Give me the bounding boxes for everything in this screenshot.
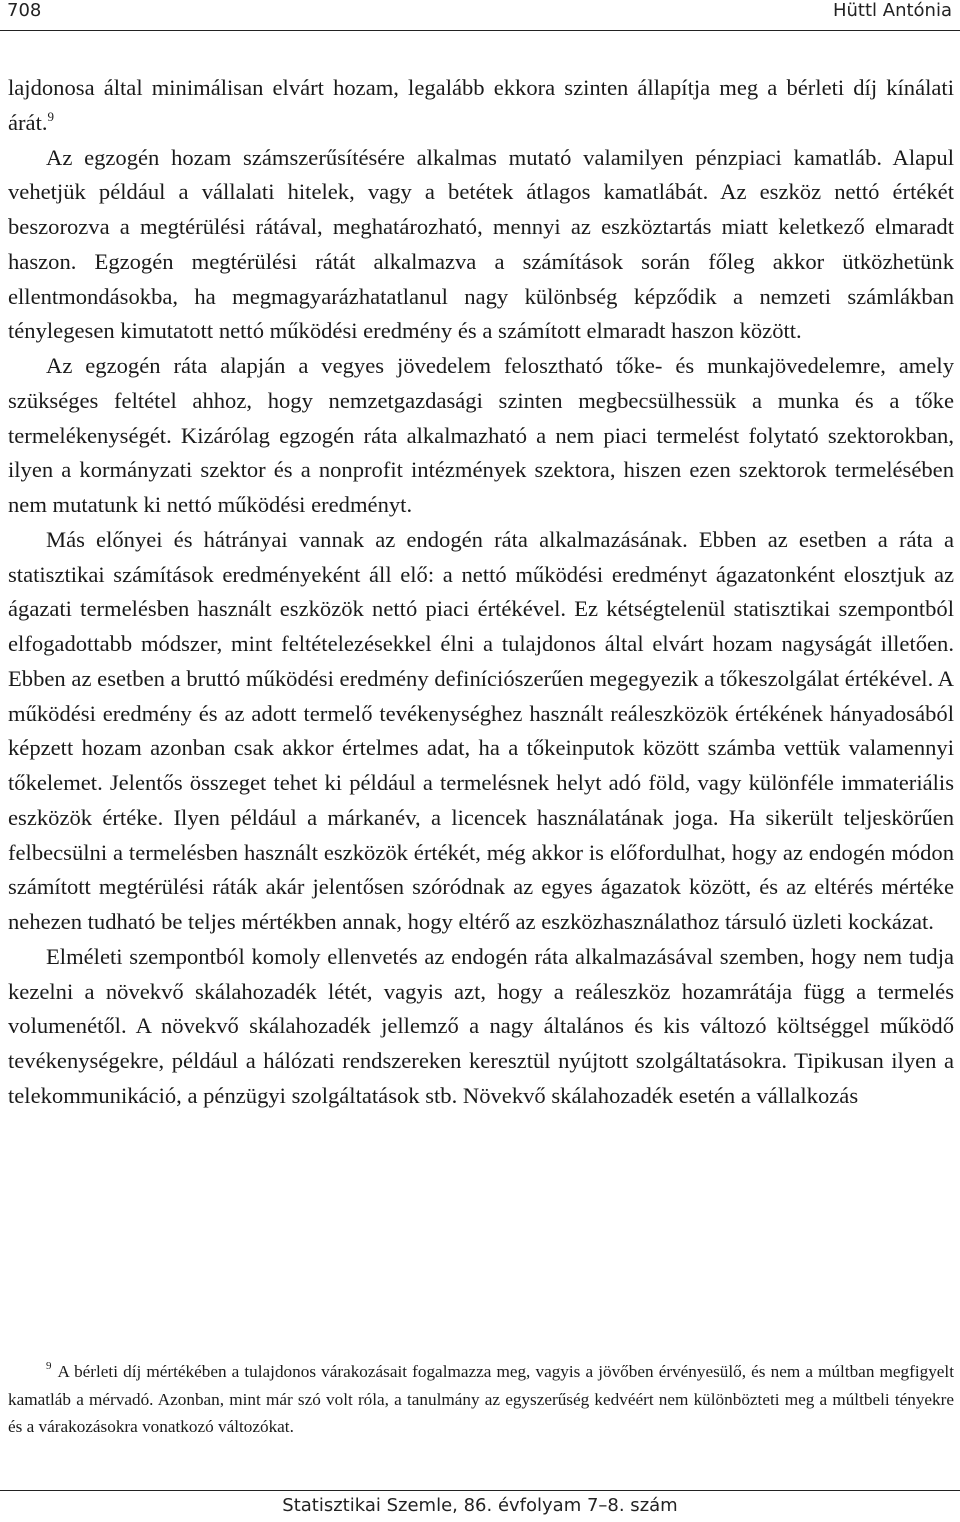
footnote-reference[interactable]: 9 <box>47 108 55 124</box>
paragraph: Az egzogén hozam számszerűsítésére alkalmas mutató valamilyen pénzpiaci kamatláb. Alapul vehetjük például a vállalati hitelek, vagy a betétek átlagos kamatlábát. Az eszköz nettó értékét beszorozva a megtérülési rátával, meghatározható, mennyi az eszköztartás miatt keletkező elmaradt haszon. Egzogén megtérülési rátát alkalmazva a számítások során főleg akkor ütközhetünk ellentmondásokba, ha megmagyarázhatatlanul nagy különbség képződik a nemzeti számlákban ténylegesen kimutatott nettó működési eredmény és a számított elmaradt haszon között. <box>8 144 954 344</box>
footnote-mark: 9 <box>46 1360 52 1372</box>
body-text <box>8 71 954 1114</box>
page-footer <box>0 1490 960 1522</box>
paragraph-text: lajdonosa által minimálisan elvárt hozam, legalább ekkora szinten állapítja meg a bérleti díj kínálati árát. <box>8 75 954 135</box>
running-head-author: Hüttl Antónia <box>832 0 952 21</box>
footnote-text: A bérleti díj mértékében a tulajdonos várakozásait fogalmazza meg, vagyis a jövőben érvényesülő, és nem a múltban megfigyelt kamatláb a mérvadó. Azonban, mint már szó volt róla, a tanulmány az egyszerűség kedvéért nem különbözteti meg a múltbeli tényekre és a várakozásokra vonatkozó változókat. <box>8 1362 954 1436</box>
paragraph: Más előnyei és hátrányai vannak az endogén ráta alkalmazásának. Ebben az esetben a ráta a statisztikai számítások eredményeként áll elő: a nettó működési eredményt ágazatonként elosztjuk az ágazati termelésben használt eszközök nettó piaci értékével. Ez kétségtelenül statisztikai szempontból elfogadottabb módszer, mint feltételezésekkel élni a tulajdonos által elvárt hozam nagyságát illetően. Ebben az esetben a bruttó működési eredmény definíciószerűen megegyezik a tőkeszolgálat értékével. A működési eredmény és az adott termelő tevékenységhez használt reáleszközök értékének hányadosából képzett hozam azonban csak akkor értelmes adat, ha a tőkeinputok között számba vettük valamennyi tőkelemet. Jelentős összeget tehet ki például a termelésnek helyt adó föld, vagy különféle immateriális eszközök értéke. Ilyen például a márkanév, a licencek használatának joga. Ha sikerült teljeskörűen felbecsülni a termelésben használt eszközök értékét, még akkor is előfordulhat, hogy az endogén módon számított megtérülési ráták akár jelentősen szóródnak az egyes ágazatok között, és az eltérés mértéke nehezen tudható be teljes mértékben annak, hogy eltérő az eszközhasználathoz társuló üzleti kockázat. <box>8 526 954 934</box>
paragraph: Az egzogén ráta alapján a vegyes jövedelem felosztható tőke- és munkajövedelemre, amely szükséges feltétel ahhoz, hogy nemzetgazdasági szinten megbecsülhessük a munka és a tőke termelékenységét. Kizárólag egzogén ráta alkalmazható a nem piaci termelést folytató szektorokban, ilyen a kormányzati szektor és a nonprofit intézmények szektora, hiszen ezen szektorok termelésében nem mutatunk ki nettó működési eredményt. <box>8 353 954 517</box>
paragraph: Elméleti szempontból komoly ellenvetés az endogén ráta alkalmazásával szemben, hogy nem tudja kezelni a növekvő skálahozadék létét, vagyis azt, hogy a reáleszköz hozamrátája függ a termelés volumenétől. A növekvő skálahozadék jellemző a nagy általános és kis változó költséggel működő tevékenységekre, például a hálózati rendszereken keresztül nyújtott szolgáltatásokra. Tipikusan ilyen a telekommunikáció, a pénzügyi szolgáltatások stb. Növekvő skálahozadék esetén a vállalkozás <box>8 943 954 1108</box>
journal-title: Statisztikai Szemle, 86. évfolyam 7–8. szám <box>282 1495 678 1516</box>
page-header <box>0 0 960 31</box>
paragraph-continued <box>8 71 954 141</box>
footnotes <box>8 1358 954 1441</box>
footnote <box>8 1358 954 1441</box>
page-number: 708 <box>7 0 42 21</box>
